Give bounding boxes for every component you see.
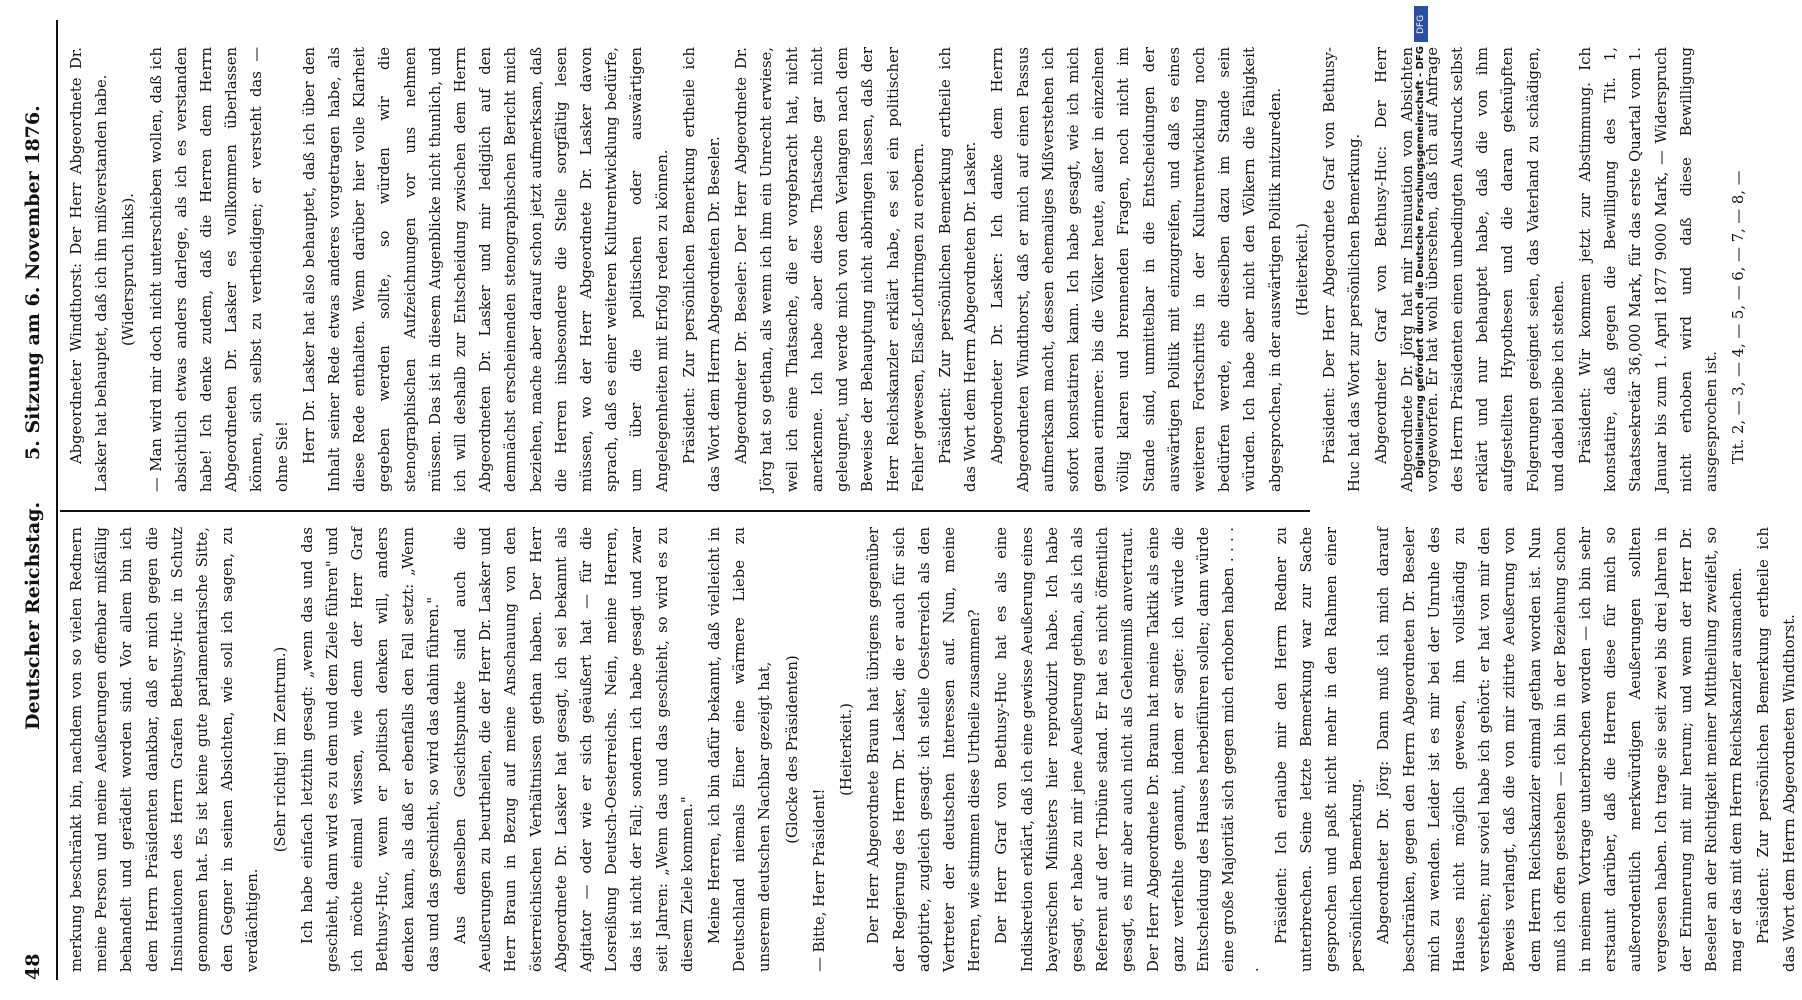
paragraph: Abgeordneter Windthorst: Der Herr Abgeordnete Dr. Lasker hat behauptet, daß ich ihn mißverstanden habe. (68, 47, 111, 492)
left-column (64, 527, 1798, 972)
paragraph: Meine Herren, ich bin dafür bekannt, daß vielleicht in Deutschland niemals Einer eine wärmere Liebe zu unserem deutschen Nachbar gezeigt hat, (706, 527, 774, 972)
paragraph: Präsident: Zur persönlichen Bemerkung ertheile ich das Wort dem Herrn Abgeordneten Windthorst. (1755, 527, 1798, 972)
paragraph: (Heiterkeit.) (838, 703, 856, 796)
paragraph: (Heiterkeit.) (1293, 223, 1311, 316)
digitization-side-strip (1400, 0, 1432, 1000)
dfg-credit: Digitalisierung gefördert durch die Deutsche Forschungsgemeinschaft - DFG (1415, 46, 1426, 479)
header-right-title: 5. Sitzung am 6. November 1876. (22, 105, 44, 460)
paragraph: Aus denselben Gesichtspunkte sind auch die Aeußerungen zu beurtheilen, die der Herr Dr. Lasker und Herr Braun in Bezug auf meine Anschauung von den österreichischen Verhältnissen gethan haben. Der Herr Abgeordnete Dr. Lasker hat gesagt, ich sei bekannt als Agitator — oder wie er sich geäußert hat — für die Losreißung Deutsch-Oesterreichs. Nein, meine Herren, das ist nicht der Fall; sondern ich habe gesagt und zwar seit Jahren: „Wenn das und das geschieht, so wird es zu diesem Ziele kommen." (452, 527, 696, 972)
paragraph: (Widerspruch links). (120, 193, 138, 346)
paragraph: Präsident: Ich erlaube mir den Herrn Redner zu unterbrechen. Seine letzte Bemerkung war zur Sache gesprochen und paßt nicht mehr in den Rahmen einer persönlichen Bemerkung. (1272, 527, 1366, 972)
paragraph: — Man wird mir doch nicht unterschieben wollen, daß ich absichtlich etwas anders darlege, als ich es verstanden habe! Ich denke zudem, daß die Herren dem Herrn Abgeordneten Dr. Lasker es vollkommen überlassen können, sich selbst zu vertheidigen; er versteht das — ohne Sie! (147, 47, 291, 492)
paragraph: Präsident: Zur persönlichen Bemerkung ertheile ich das Wort dem Herrn Abgeordneten Dr. Beseler. (680, 47, 724, 492)
column-divider (60, 510, 1310, 512)
paragraph: Präsident: Wir kommen jetzt zur Abstimmung. Ich konstatire, daß gegen die Bewilligung des Tit. 1, Staatssekretär 36,000 Mark, für das erste Quartal vom 1. Januar bis zum 1. April 1877 9000 Mark, — Widerspruch nicht erhoben wird und daß diese Bewilligung ausgesprochen ist. (1576, 47, 1720, 492)
paragraph: Abgeordneter Graf von Bethusy-Huc: Der Herr Abgeordnete Dr. Jörg hat mir Insinuation von Absichten vorgeworfen. Er hat wohl übersehen, daß ich auf Anfrage des Herrn Präsidenten einen unbedingten Ausdruck selbst erklärt und nur behauptet habe, daß die von ihm aufgestellten Hypothesen und die daran geknüpften Folgerungen geeignet seien, das Vaterland zu schädigen, und dabei bleibe ich stehen. (1373, 47, 1567, 492)
paragraph: Präsident: Zur persönlichen Bemerkung ertheile ich das Wort dem Herrn Abgeordneten Dr. Lasker. (936, 47, 980, 492)
paragraph: — Bitte, Herr Präsident! (810, 788, 828, 972)
paragraph: Herr Dr. Lasker hat also behauptet, daß ich über den Inhalt seiner Rede etwas anderes vorgetragen habe, als diese Rede enthalten. Wenn darüber hier volle Klarheit gegeben werden sollte, so würden wir die stenographischen Aufzeichnungen vor uns nehmen müssen. Das ist in diesem Augenblicke nicht thunlich, und ich will deshalb zur Entscheidung zwischen dem Herrn Abgeordneten Dr. Lasker und mir lediglich auf den demnächst erscheinenden stenographischen Bericht mich beziehen, mache aber darauf schon jetzt aufmerksam, daß die Herren insbesondere die Stelle sorgfältig lesen müssen, wo der Herr Abgeordnete Dr. Lasker davon sprach, daß es einer weiteren Kulturentwicklung bedürfe, um über die politischen oder auswärtigen Angelegenheiten mit Erfolg reden zu können. (300, 47, 671, 492)
dfg-logo: DFG (1414, 6, 1428, 42)
paragraph: Präsident: Der Herr Abgeordnete Graf von Bethusy-Huc hat das Wort zur persönlichen Bemerkung. (1320, 47, 1364, 492)
paragraph: Der Herr Graf von Bethusy-Huc hat es als eine Indiskretion erklärt, daß ich eine gewisse Aeußerung eines bayerischen Ministers hier reproduzirt habe. Ich habe gesagt, er habe zu mir jene Aeußerung gethan, als ich als Referent auf der Tribüne stand. Er hat es nicht öffentlich gesagt, es mir aber auch nicht als Geheimniß anvertraut. Der Herr Abgeordnete Dr. Braun hat meine Taktik als eine ganz verfehlte genannt, indem er sagte: ich würde die Entscheidung des Hauses herbeiführen sollen; dann würde eine große Majorität sich gegen mich erhoben haben . . . . . (993, 527, 1263, 972)
header-left-title: Deutscher Reichstag. (22, 501, 44, 730)
page-header (18, 20, 52, 980)
paragraph: Ich habe einfach letzthin gesagt: „wenn das und das geschieht, dann wird es zu dem und dem Ziele führen" und ich möchte einmal wissen, wie denn der Herr Graf Bethusy-Huc, wenn er politisch denken will, anders denken kann, als daß er ebenfalls den Fall setzt: „Wenn das und das geschieht, so wird das dahin führen." (298, 527, 442, 972)
page-number: 48 (22, 953, 44, 980)
paragraph: (Glocke des Präsidenten) (783, 655, 801, 844)
paragraph: Abgeordneter Dr. Jörg: Dann muß ich mich darauf beschränken, gegen den Herrn Abgeordneten Dr. Beseler mich zu wenden. Leider ist es mir bei der Unruhe des Hauses nicht möglich gewesen, ihn vollständig zu verstehen; nur soviel habe ich gehört: er hat von mir den Beweis verlangt, daß die von mir zitirte Aeußerung von dem Herrn Reichskanzler einmal gethan worden ist. Nun muß ich offen gestehen — ich bin in der Beziehung schon in meinem Vortrage unterbrochen worden — ich bin sehr erstaunt darüber, daß die Herren diese für mich so außerordentlich merkwürdigen Aeußerungen sollten vergessen haben. Ich trage sie seit zwei bis drei Jahren in der Erinnerung mit mir herum; und wenn der Herr Dr. Beseler an der Richtigkeit meiner Mittheilung zweifelt, so mag er das mit dem Herrn Reichskanzler ausmachen. (1375, 527, 1746, 972)
paragraph: Abgeordneter Dr. Lasker: Ich danke dem Herrn Abgeordneten Windthorst, daß er mich auf einen Passus aufmerksam macht, dessen ehemaliges Mißverstehen ich sofort konstatiren kann. Ich habe gesagt, wie ich mich genau erinnere: bis die Völker heute, außer in einzelnen völlig klaren und brennenden Fragen, noch nicht im Stande sind, unmittelbar in die Entscheidungen der auswärtigen Politik mit einzugreifen, und daß es eines weiteren Fortschritts in der Kulturentwicklung noch bedürfen werde, ehe dieselben dazu im Stande sein würden. Ich habe aber nicht den Völkern die Fähigkeit abgesprochen, in der auswärtigen Politik mitzureden. (989, 47, 1284, 492)
paragraph: Der Herr Abgeordnete Braun hat übrigens gegenüber der Regierung des Herrn Dr. Lasker, die er auch für sich adoptirte, zugleich gesagt: ich stelle Oesterreich als den Vertreter der deutschen Interessen auf. Nun, meine Herren, wie stimmen diese Urtheile zusammen? (865, 527, 984, 972)
paragraph: Abgeordneter Dr. Beseler: Der Herr Abgeordnete Dr. Jörg hat so gethan, als wenn ich ihm ein Unrecht erwiese, weil ich eine Thatsache, die er vorgebracht hat, nicht anerkenne. Ich habe aber diese Thatsache gar nicht geleugnet, und werde mich von dem Verlangen nach dem Beweise der Behauptung nicht abbringen lassen, daß der Herr Reichskanzler erklärt habe, es sei ein politischer Fehler gewesen, Elsaß-Lothringen zu erobern. (733, 47, 927, 492)
header-rule (56, 20, 58, 980)
paragraph: (Sehr richtig! im Zentrum.) (271, 646, 289, 853)
paragraph: merkung beschränkt bin, nachdem von so vielen Rednern meine Person und meine Aeußerungen offenbar mißfällig behandelt und gerädelt worden sind. Vor allem bin ich dem Herrn Präsidenten dankbar, daß er mich gegen die Insinuationen des Herrn Grafen Bethusy-Huc in Schutz genommen hat. Es ist keine gute parlamentarische Sitte, den Gegner in seinen Absichten, wie soll ich sagen, zu verdächtigen. (68, 527, 262, 972)
paragraph: Tit. 2, — 3, — 4, — 5, — 6, — 7, — 8, — (1730, 170, 1748, 464)
